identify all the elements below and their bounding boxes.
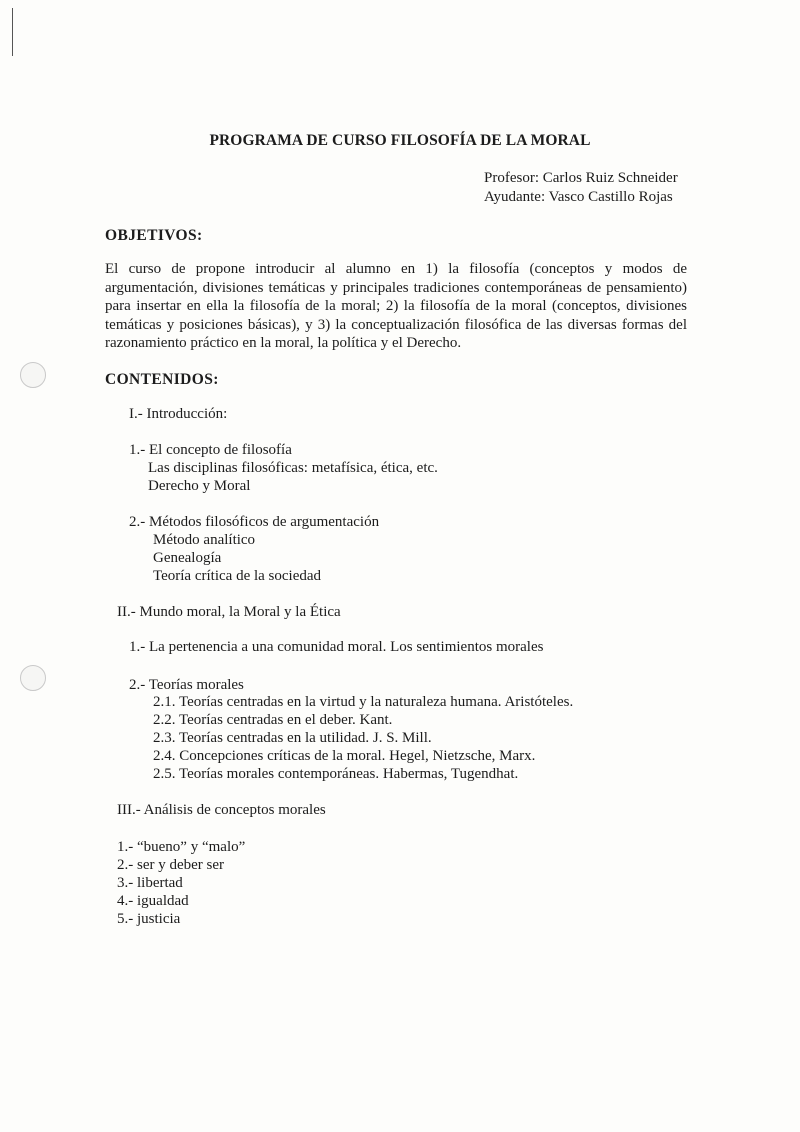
unit-2-item-2-sub: 2.4. Concepciones críticas de la moral. Hegel, Nietzsche, Marx. [153, 748, 536, 764]
unit-3-item: 2.- ser y deber ser [117, 857, 225, 873]
unit-2-item-2: 2.- Teorías morales [129, 677, 244, 693]
unit-3-item: 5.- justicia [117, 911, 181, 927]
unit-3-item: 4.- igualdad [117, 893, 189, 909]
unit-1-item-1-sub: Las disciplinas filosóficas: metafísica, ética, etc. [148, 460, 438, 476]
objectives-paragraph: El curso de propone introducir al alumno en 1) la filosofía (conceptos y modos de argumentación, divisiones temáticas y principales tradiciones contemporáneas de pensamiento) para insertar en ella la filosofía de la moral; 2) la filosofía de la moral (conceptos, divisiones temáticas y posiciones básicas), y 3) la conceptualización filosófica de las diversas formas del razonamiento práctico en la moral, la política y el Derecho. [105, 261, 687, 352]
unit-1-item-2: 2.- Métodos filosóficos de argumentación [129, 514, 380, 530]
assistant-line: Ayudante: Vasco Castillo Rojas [484, 189, 673, 205]
unit-3-title: III.- Análisis de conceptos morales [117, 802, 326, 818]
punch-hole-bottom [20, 665, 46, 691]
contents-heading: CONTENIDOS: [105, 371, 219, 388]
document-title: PROGRAMA DE CURSO FILOSOFÍA DE LA MORAL [209, 132, 591, 149]
unit-1-item-2-sub: Genealogía [153, 550, 222, 566]
unit-2-item-2-sub: 2.5. Teorías morales contemporáneas. Habermas, Tugendhat. [153, 766, 519, 782]
unit-2-item-2-sub: 2.2. Teorías centradas en el deber. Kant. [153, 712, 393, 728]
professor-line: Profesor: Carlos Ruiz Schneider [484, 170, 678, 186]
unit-1-item-2-sub: Teoría crítica de la sociedad [153, 568, 322, 584]
punch-hole-top [20, 362, 46, 388]
unit-1-item-1: 1.- El concepto de filosofía [129, 442, 292, 458]
unit-1-item-2-sub: Método analítico [153, 532, 256, 548]
objectives-heading: OBJETIVOS: [105, 227, 203, 244]
scan-edge-mark [12, 8, 13, 56]
unit-2-title: II.- Mundo moral, la Moral y la Ética [117, 604, 341, 620]
course-staff [484, 169, 678, 207]
unit-2-item-1: 1.- La pertenencia a una comunidad moral. Los sentimientos morales [129, 639, 544, 655]
unit-2-item-2-sub: 2.3. Teorías centradas en la utilidad. J. S. Mill. [153, 730, 432, 746]
unit-2-item-2-sub: 2.1. Teorías centradas en la virtud y la naturaleza humana. Aristóteles. [153, 694, 574, 710]
unit-3-item: 3.- libertad [117, 875, 183, 891]
unit-1-item-1-sub: Derecho y Moral [148, 478, 251, 494]
unit-1-title: I.- Introducción: [129, 406, 228, 422]
unit-3-item: 1.- “bueno” y “malo” [117, 839, 246, 855]
